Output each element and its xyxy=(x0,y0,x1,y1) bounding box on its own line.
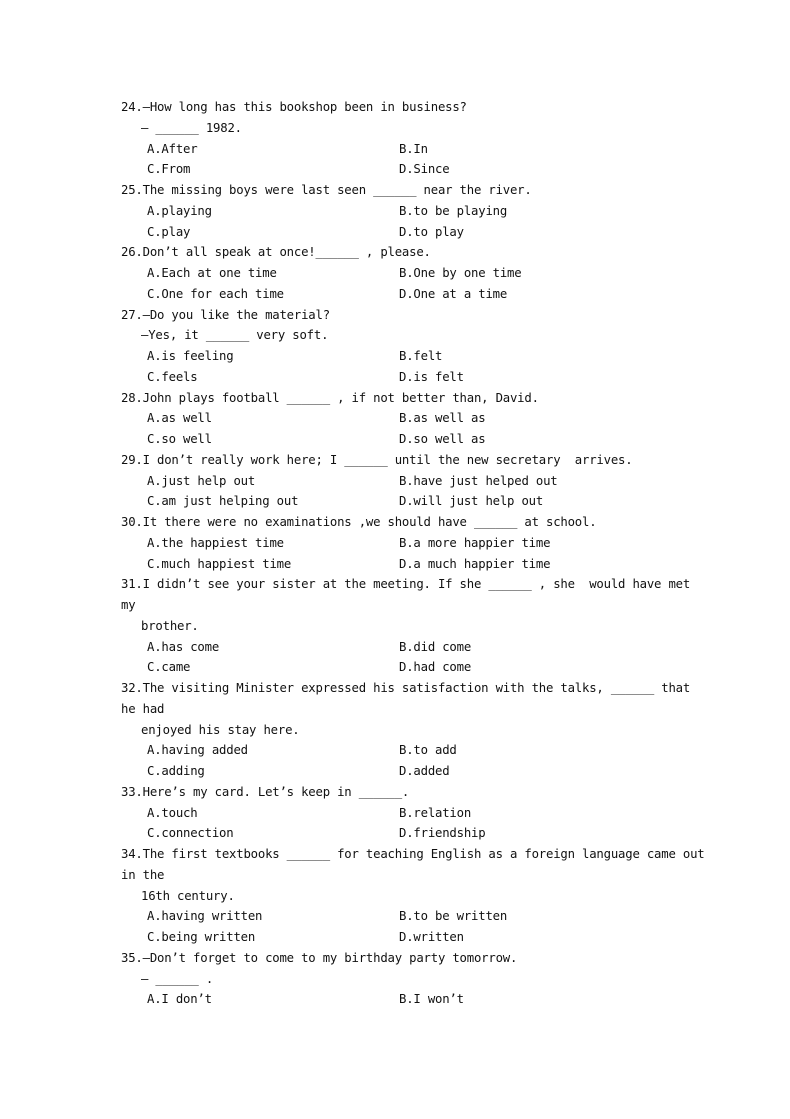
answer-option[interactable]: D.written xyxy=(399,930,464,944)
answer-option[interactable]: C.am just helping out xyxy=(147,494,299,509)
answer-option[interactable]: B.felt xyxy=(399,349,443,363)
option-row xyxy=(121,554,681,575)
question-stem: 24.—How long has this bookshop been in business? xyxy=(121,100,467,114)
question-stem: 25.The missing boys were last seen ______ near the river. xyxy=(121,183,532,197)
option-row xyxy=(121,429,681,450)
question-item xyxy=(121,450,681,512)
answer-option[interactable]: D.so well as xyxy=(399,432,486,446)
question-stem: 30.It there were no examinations ,we should have ______ at school. xyxy=(121,515,597,529)
answer-option[interactable]: C.so well xyxy=(147,432,212,446)
question-continuation: — ______ . xyxy=(141,971,214,986)
option-row xyxy=(121,637,681,658)
answer-option[interactable]: C.came xyxy=(147,660,191,675)
question-continuation: brother. xyxy=(141,618,199,633)
answer-option[interactable]: A.the happiest time xyxy=(147,535,284,550)
answer-option[interactable]: B.relation xyxy=(399,805,472,820)
question-stem: 28.John plays football ______ , if not better than, David. xyxy=(121,390,539,405)
question-item xyxy=(121,97,681,180)
question-stem-wrap: my xyxy=(121,598,136,612)
answer-option[interactable]: A.having written xyxy=(147,909,263,924)
option-row xyxy=(121,491,681,512)
answer-option[interactable]: C.connection xyxy=(147,826,234,841)
answer-option[interactable]: B.as well as xyxy=(399,411,486,426)
question-item xyxy=(121,388,681,450)
option-row xyxy=(121,263,681,284)
question-stem: 26.Don’t all speak at once!______ , please. xyxy=(121,245,431,260)
answer-option[interactable]: C.much happiest time xyxy=(147,556,292,571)
answer-option[interactable]: B.to be playing xyxy=(399,203,508,218)
question-continuation: — ______ 1982. xyxy=(141,120,242,135)
answer-option[interactable]: A.playing xyxy=(147,203,212,218)
question-item xyxy=(121,678,691,782)
option-row xyxy=(121,139,681,160)
option-row xyxy=(121,367,681,388)
answer-option[interactable]: A.having added xyxy=(147,743,248,758)
option-row xyxy=(121,346,681,367)
answer-option[interactable]: A.I don’t xyxy=(147,992,212,1007)
answer-option[interactable]: D.One at a time xyxy=(399,286,508,301)
question-stem: 35.—Don’t forget to come to my birthday party tomorrow. xyxy=(121,950,518,965)
question-item xyxy=(121,948,681,1010)
answer-option[interactable]: A.just help out xyxy=(147,473,256,488)
answer-option[interactable]: D.to play xyxy=(399,224,464,239)
answer-option[interactable]: A.touch xyxy=(147,805,198,820)
answer-option[interactable]: A.has come xyxy=(147,639,220,654)
question-item xyxy=(121,782,681,844)
option-row xyxy=(121,471,681,492)
question-stem: 32.The visiting Minister expressed his satisfaction with the talks, ______ that xyxy=(121,681,691,695)
question-item xyxy=(121,574,691,678)
answer-option[interactable]: B.I won’t xyxy=(399,992,464,1007)
answer-option[interactable]: C.play xyxy=(147,224,191,239)
option-row xyxy=(121,740,681,761)
answer-option[interactable]: A.as well xyxy=(147,411,212,426)
option-row xyxy=(121,761,681,782)
answer-option[interactable]: B.a more happier time xyxy=(399,535,551,550)
answer-option[interactable]: D.a much happier time xyxy=(399,556,551,571)
answer-option[interactable]: B.In xyxy=(399,141,428,156)
answer-option[interactable]: C.One for each time xyxy=(147,286,284,301)
answer-option[interactable]: C.From xyxy=(147,162,191,177)
option-row xyxy=(121,408,681,429)
answer-option[interactable]: C.adding xyxy=(147,764,205,778)
answer-option[interactable]: D.is felt xyxy=(399,369,464,384)
answer-option[interactable]: B.to add xyxy=(399,743,457,758)
answer-option[interactable]: B.have just helped out xyxy=(399,473,558,488)
option-row xyxy=(121,159,681,180)
answer-option[interactable]: A.Each at one time xyxy=(147,266,277,280)
answer-option[interactable]: D.added xyxy=(399,764,450,778)
answer-option[interactable]: B.to be written xyxy=(399,909,508,924)
option-row xyxy=(121,533,681,554)
answer-option[interactable]: C.feels xyxy=(147,369,198,384)
question-continuation: —Yes, it ______ very soft. xyxy=(141,328,329,343)
question-continuation: 16th century. xyxy=(141,888,235,903)
question-stem-wrap: in the xyxy=(121,867,165,882)
answer-option[interactable]: D.friendship xyxy=(399,826,486,841)
option-row xyxy=(121,803,681,824)
option-row xyxy=(121,657,681,678)
question-stem: 34.The first textbooks ______ for teaching English as a foreign language came out xyxy=(121,847,705,861)
answer-option[interactable]: D.will just help out xyxy=(399,494,544,509)
answer-option[interactable]: D.had come xyxy=(399,660,472,675)
question-item xyxy=(121,305,681,388)
question-item xyxy=(121,844,705,948)
answer-option[interactable]: B.One by one time xyxy=(399,266,522,280)
question-item xyxy=(121,512,681,574)
question-item xyxy=(121,180,681,242)
answer-option[interactable]: A.is feeling xyxy=(147,349,234,363)
question-stem: 29.I don’t really work here; I ______ until the new secretary arrives. xyxy=(121,452,633,467)
answer-option[interactable]: B.did come xyxy=(399,639,472,654)
question-continuation: enjoyed his stay here. xyxy=(141,722,300,737)
option-row xyxy=(121,906,681,927)
option-row xyxy=(121,201,681,222)
question-stem: 27.—Do you like the material? xyxy=(121,307,330,322)
answer-option[interactable]: D.Since xyxy=(399,162,450,177)
option-row xyxy=(121,989,681,1010)
answer-option[interactable]: A.After xyxy=(147,141,198,156)
question-stem: 31.I didn’t see your sister at the meeting. If she ______ , she would have met xyxy=(121,577,691,592)
question-stem-wrap: he had xyxy=(121,701,165,716)
question-stem: 33.Here’s my card. Let’s keep in ______. xyxy=(121,784,410,799)
answer-option[interactable]: C.being written xyxy=(147,930,256,944)
option-row xyxy=(121,823,681,844)
option-row xyxy=(121,927,681,948)
question-item xyxy=(121,242,681,304)
option-row xyxy=(121,284,681,305)
question-list xyxy=(121,97,705,1010)
option-row xyxy=(121,222,681,243)
